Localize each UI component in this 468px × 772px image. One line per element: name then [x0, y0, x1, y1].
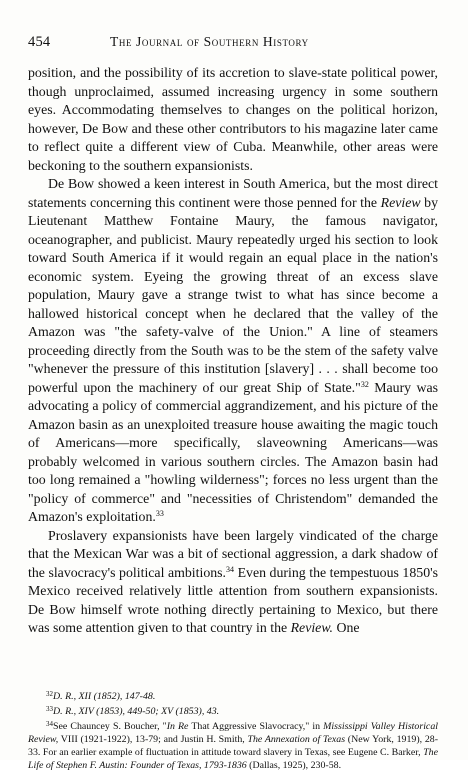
footnote-text: (New York, 1919), 28-33. For an earlier example of fluctuation in attitude toward slavery in Texas, see Eugene C. Barker, — [28, 734, 438, 758]
paragraph-2-text-a: De Bow showed a keen interest in South America, but the most direct statements concerning this continent were those penned for the — [28, 176, 438, 210]
paragraph-2-text-b: by Lieutenant Matthew Fontaine Maury, the famous navigator, oceanographer, and publicist. Maury repeatedly urged his section to look toward South America if it would regain an equal place in the nation's economic system. Eyeing the growing threat of an excess slave population, Maury gave a strange twist to what has since become a hallowed historical concept when he declared that the valley of the Amazon was "the safety-valve of the Union." A line of steamers proceeding directly from the South was to be the stem of the safety valve "whenever the pressure of this institution [slavery] . . . shall become too powerful upon the machinery of our great Ship of State." — [28, 194, 438, 395]
footnote-text: See Chauncey S. Boucher, " — [53, 721, 167, 732]
paragraph-3-text-a: Proslavery expansionists have been largely vindicated of the charge that the Mexican War was a bit of sectional aggression, a dark shadow of the slavocracy's political ambitions. — [28, 527, 438, 580]
footnote-number: 34 — [46, 720, 53, 728]
footnote-italic: In Re — [166, 721, 189, 732]
paragraph-3 — [28, 527, 438, 638]
footnote-italic: Mississippi Valley Historical Review, — [28, 721, 439, 745]
paragraph-2 — [28, 175, 438, 527]
footnote-italic: The Life of Stephen F. Austin: Founder of Texas, 1793-1836 — [28, 747, 438, 771]
footnote-34 — [28, 718, 438, 772]
footnote-ref-34[interactable]: 34 — [226, 564, 235, 574]
footnote-number: 32 — [46, 690, 53, 698]
footnotes — [28, 688, 438, 772]
footnote-text: D. R., XIV (1853), 449-50; XV (1853), 43. — [53, 706, 220, 717]
footnote-ref-32[interactable]: 32 — [360, 379, 369, 389]
paragraph-2-text-c: Maury was advocating a policy of commercial aggrandizement, and his picture of the Amazon basin as an unexploited treasure house awaiting the magic touch of Americans—more specifically, slaveowning Americans—was probably welcomed in various southern circles. The Amazon basin had too long remained a "howling wilderness"; forces no less urgent than the "policy of commerce" and "necessities of Christendom" demanded the Amazon's exploitation. — [28, 379, 439, 524]
body-text — [28, 64, 438, 638]
footnote-ref-33[interactable]: 33 — [155, 509, 164, 518]
footnote-number: 33 — [46, 705, 53, 713]
paragraph-1 — [28, 64, 438, 175]
page-header — [28, 34, 440, 54]
review-title: Review. — [290, 620, 333, 635]
footnote-text: That Aggressive Slavocracy," in — [188, 721, 324, 732]
footnote-32 — [28, 688, 438, 703]
footnote-text: D. R., XII (1852), 147-48. — [53, 691, 156, 702]
running-head: The Journal of Southern History — [110, 34, 309, 49]
review-title: Review — [380, 194, 421, 210]
paragraph-1-text: position, and the possibility of its accretion to slave-state political power, though unproclaimed, assumed increasing urgency in some southern eyes. Accommodating themselves to changes on the political horizon, however, De Bow and these other contributors to his magazine later came to reflect quite a different view of Cuba. Meanwhile, other areas were beckoning to the southern expansionists. — [28, 65, 438, 173]
page-number: 454 — [28, 34, 51, 50]
footnote-italic: The Annexation of Texas — [247, 734, 346, 745]
footnote-33 — [28, 703, 438, 718]
paragraph-3-text-c: One — [333, 620, 360, 635]
footnote-text: VIII (1921-1922), 13-79; and Justin H. Smith, — [58, 734, 248, 745]
footnote-text: (Dallas, 1925), 230-58. — [246, 760, 342, 771]
paragraph-3-text-b: Even during the tempestuous 1850's Mexico received relatively little attention from southern expansionists. De Bow himself wrote nothing directly pertaining to Mexico, but there was some attention given to that country in the — [28, 564, 438, 635]
